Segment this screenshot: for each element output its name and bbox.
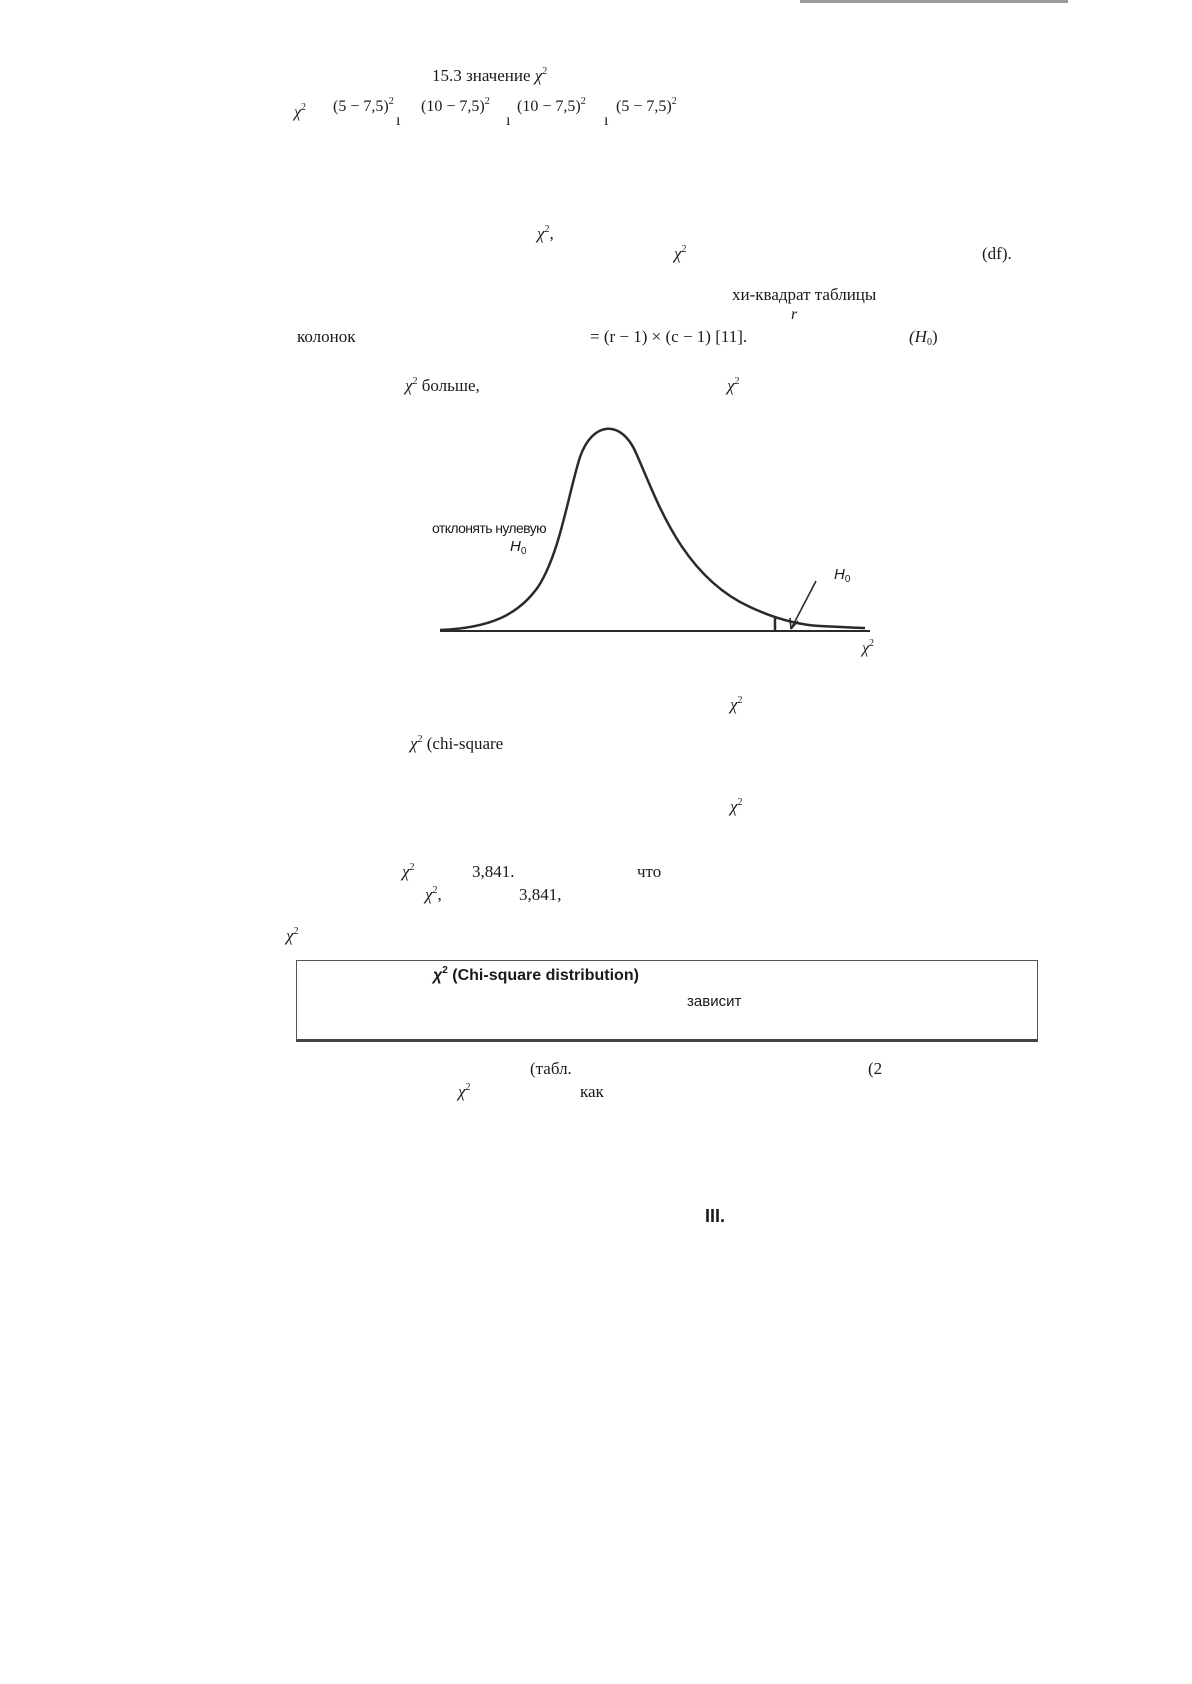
chi-symbol-4: $\chi^2$: [730, 695, 743, 714]
formula-term-3: $(10 - 7,5)^2$: [517, 96, 586, 115]
chi-symbol-5: $\chi^2$: [730, 797, 743, 816]
roman-numeral: III.: [705, 1206, 726, 1226]
chi-table-label: хи-квадрат таблицы: [732, 285, 877, 304]
value-1: 3,841.: [472, 862, 515, 881]
top-rule: [800, 0, 1068, 3]
chi-square-paren: $\chi^2$ (chi-square: [410, 734, 504, 753]
chi-symbol: χ: [534, 66, 543, 85]
table-caption: 15.3 значение $\chi^2$: [432, 66, 548, 85]
chi-comma-2: $\chi^2$,: [425, 885, 442, 904]
chi-symbol-6: $\chi^2$: [402, 862, 415, 881]
caption-text: 15.3 значение: [432, 66, 535, 85]
chi-symbol-2: $\chi^2$: [674, 244, 687, 263]
paren-two: (2: [868, 1059, 883, 1078]
h0-paren: $(H_0)$: [909, 327, 938, 348]
chi-symbol: χ: [294, 104, 302, 121]
chi-symbol-8: $\chi^2$: [458, 1082, 471, 1101]
chi-square-distribution-graph: [430, 425, 890, 670]
chto-word: что: [637, 862, 662, 881]
rejection-arrow: [791, 581, 816, 629]
chi-symbol-7: $\chi^2$: [286, 926, 299, 945]
chi-symbol-3: $\chi^2$: [727, 376, 740, 395]
definition-box: [296, 960, 1038, 1042]
df-formula: = (r − 1) × (c − 1) [11].: [590, 327, 748, 346]
table-word: (табл.: [530, 1059, 572, 1078]
reject-label: отклонять нулевую: [432, 520, 547, 536]
r-label: r: [791, 306, 798, 323]
h0-label-right: $H_0$: [834, 566, 851, 585]
formula-sep: ı: [396, 112, 401, 129]
chi-comma: $\chi^2$,: [537, 224, 554, 243]
df-label: (df).: [982, 244, 1012, 263]
chi-greater: $\chi^2$ больше,: [405, 376, 480, 395]
h0-label-left: $H_0$: [510, 538, 527, 557]
formula-sep: ı: [604, 112, 609, 129]
box-title: $\chi^2$ (Chi-square distribution): [433, 965, 639, 984]
box-depends: зависит: [687, 993, 742, 1010]
formula-term-1: $(5 - 7,5)^2$: [333, 96, 394, 115]
axis-chi-label: $\chi^2$: [862, 638, 875, 657]
columns-word: колонок: [297, 327, 356, 346]
kak-word: как: [580, 1082, 604, 1101]
formula-term-2: $(10 - 7,5)^2$: [421, 96, 490, 115]
chi-formula: $\chi^2$: [294, 102, 307, 121]
formula-sep: ı: [506, 112, 511, 129]
value-2: 3,841,: [519, 885, 562, 904]
formula-term-4: $(5 - 7,5)^2$: [616, 96, 677, 115]
